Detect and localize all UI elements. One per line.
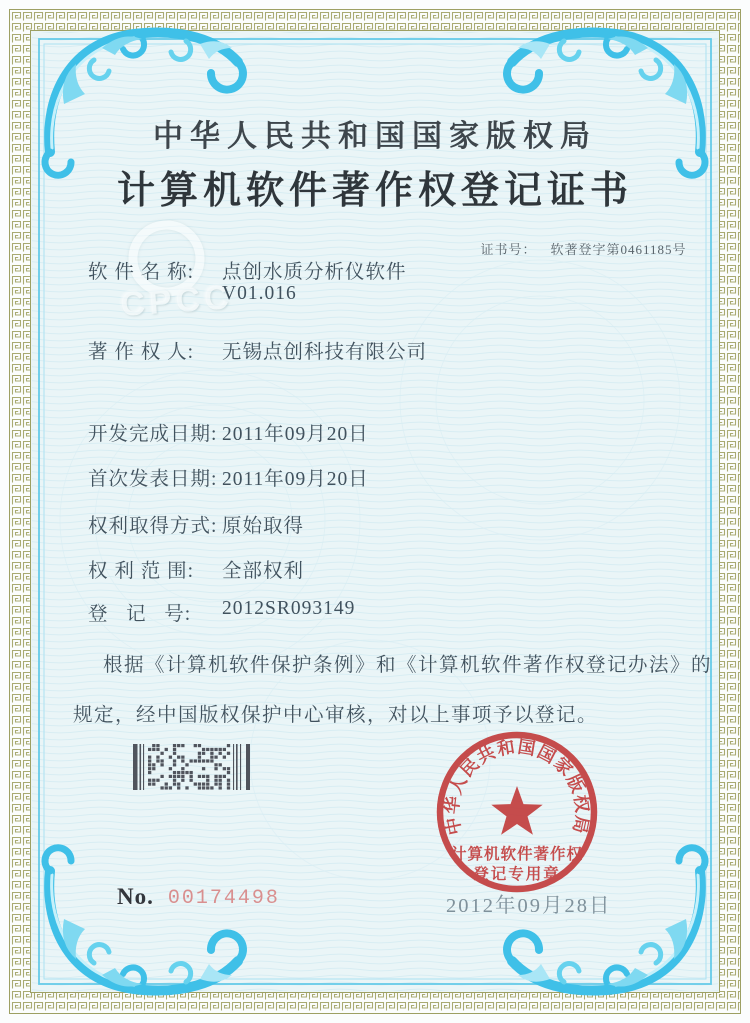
field-value-software-version: V01.016: [222, 283, 297, 304]
certificate-number-label: 证书号：: [480, 242, 537, 257]
issuing-authority-title: 中华人民共和国国家版权局: [153, 120, 597, 153]
certificate-title: 计算机软件著作权登记证书: [116, 170, 633, 212]
field-value-completion-date: 2011年09月20日: [222, 424, 369, 445]
statement-line-2: 规定，经中国版权保护中心审核，对以上事项予以登记。: [73, 705, 599, 726]
field-value-software-name: 点创水质分析仪软件: [222, 262, 407, 283]
field-label-first-publication-date: 首次发表日期:: [88, 469, 218, 490]
seal-text-line-1: 计算机软件著作权: [450, 846, 584, 863]
field-label-registration-number: 登 记 号:: [88, 604, 192, 625]
serial-number-line: [117, 884, 280, 910]
field-value-rights-scope: 全部权利: [222, 561, 305, 582]
seal-ring-text: 中华人民共和国国家版权局: [441, 736, 593, 837]
field-label-software-name: 软 件 名 称:: [88, 262, 195, 283]
field-value-first-publication-date: 2011年09月20日: [222, 469, 369, 490]
field-label-rights-scope: 权 利 范 围:: [88, 561, 195, 582]
statement-line-1: 根据《计算机软件保护条例》和《计算机软件著作权登记办法》的: [103, 655, 713, 676]
field-label-acquisition-method: 权利取得方式:: [88, 516, 218, 537]
serial-number-value: 00174498: [167, 887, 280, 910]
serial-number-label: No.: [117, 884, 154, 909]
field-label-completion-date: 开发完成日期:: [88, 424, 218, 445]
field-value-acquisition-method: 原始取得: [222, 516, 305, 537]
certificate-number-line: [455, 223, 687, 274]
seal-date: 2012年09月28日: [446, 895, 612, 917]
field-label-copyright-owner: 著 作 权 人:: [88, 342, 195, 363]
seal-star: [491, 786, 542, 835]
certificate-number-value: 软著登字第0461185号: [550, 242, 687, 257]
field-value-registration-number: 2012SR093149: [222, 598, 356, 619]
seal-text-line-2: 登记专用章: [473, 866, 561, 883]
field-value-copyright-owner: 无锡点创科技有限公司: [222, 342, 428, 363]
barcode: [133, 744, 251, 795]
cpcc-watermark-text: CPCC: [119, 278, 234, 324]
official-red-seal: [397, 692, 637, 932]
